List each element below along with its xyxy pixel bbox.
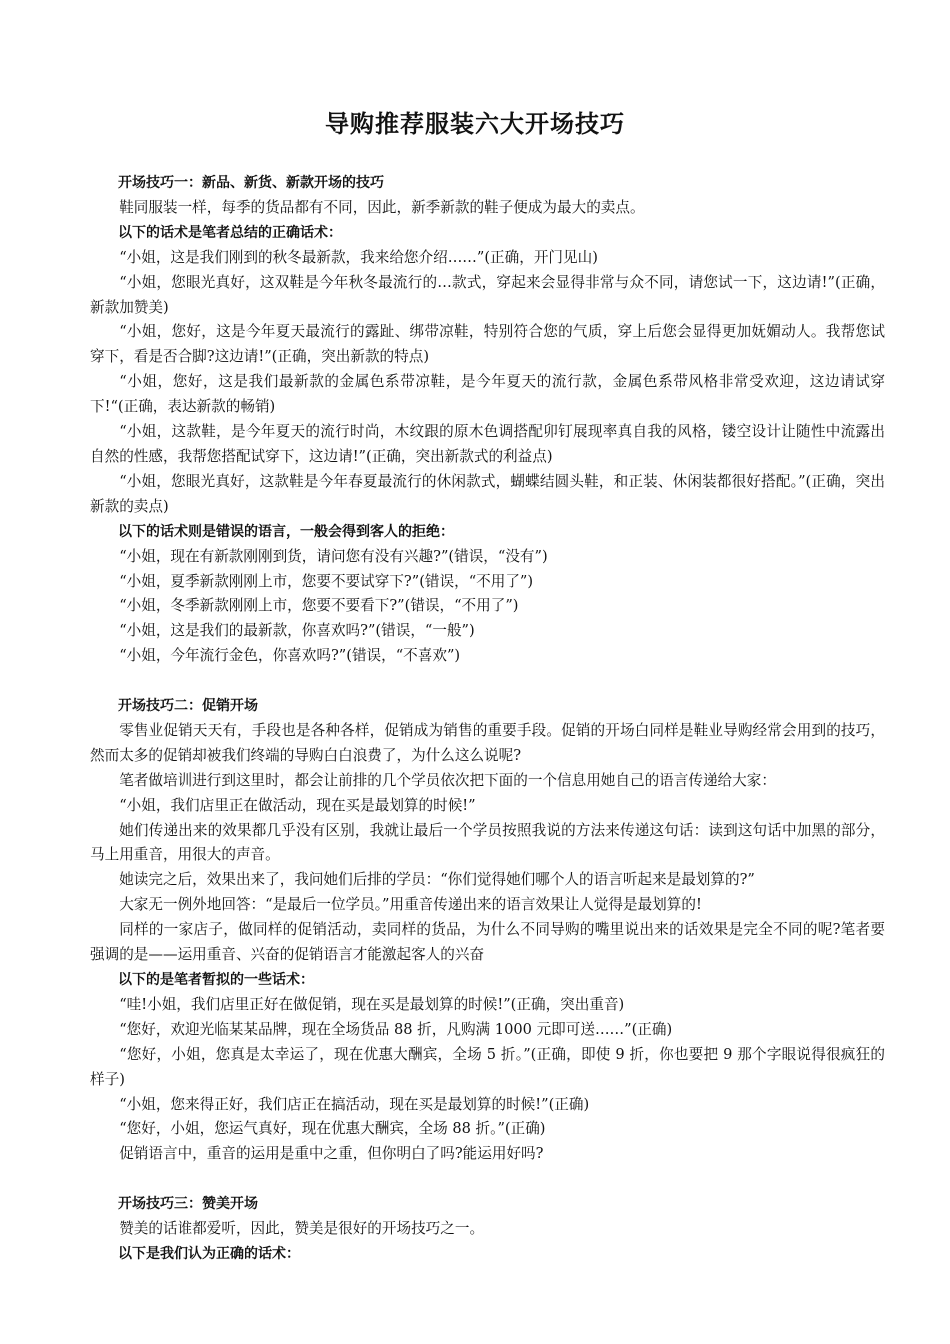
- quote-correct: “小姐，这是我们刚到的秋冬最新款，我来给您介绍……”(正确，开门见山): [119, 248, 598, 266]
- document-body: [90, 171, 885, 1267]
- paragraph: 同样的一家店子，做同样的促销活动，卖同样的货品，为什么不同导购的嘴里说出来的话效果是完全不同的呢?笔者要强调的是——运用重音、兴奋的促销语言才能激起客人的兴奋: [90, 921, 885, 964]
- subheading: 以下的话术则是错误的语言，一般会得到客人的拒绝：: [118, 523, 454, 540]
- paragraph: 赞美的话谁都爱听，因此，赞美是很好的开场技巧之一。: [119, 1220, 485, 1238]
- quote-line: “您好，欢迎光临某某品牌，现在全场货品 88 折，凡购满 1000 元即可送……”(正确): [119, 1020, 673, 1038]
- section-spacer: [90, 1167, 885, 1192]
- quote-line: “小姐，您来得正好，我们店正在搞活动，现在买是最划算的时候!”(正确): [119, 1095, 590, 1113]
- quote-wrong: “小姐，这是我们的最新款，你喜欢吗?”(错误，“一般”): [119, 622, 475, 640]
- quote-correct: “小姐，您好，这是今年夏天最流行的露趾、绑带凉鞋，特别符合您的气质，穿上后您会显得更加妩媚动人。我帮您试穿下，看是否合脚?这边请!”(正确，突出新款的特点): [90, 323, 885, 366]
- subheading: 以下的话术是笔者总结的正确话术：: [118, 224, 342, 241]
- subheading: 以下是我们认为正确的话术：: [118, 1245, 300, 1262]
- section-heading: 开场技巧一：新品、新货、新款开场的技巧: [118, 175, 384, 191]
- paragraph: 她们传递出来的效果都几乎没有区别，我就让最后一个学员按照我说的方法来传递这句话：读到这句话中加黑的部分，马上用重音，用很大的声音。: [90, 821, 885, 864]
- quote-line: “您好，小姐，您真是太幸运了，现在优惠大酬宾，全场 5 折。”(正确，即使 9 折，你也要把 9 那个字眼说得很疯狂的样子): [90, 1045, 885, 1088]
- section-spacer: [90, 669, 885, 694]
- document-title: 导购推荐服装六大开场技巧: [325, 110, 625, 138]
- paragraph: 促销语言中，重音的运用是重中之重，但你明白了吗?能运用好吗?: [119, 1145, 544, 1163]
- quote-line: “您好，小姐，您运气真好，现在优惠大酬宾，全场 88 折。”(正确): [119, 1120, 546, 1138]
- quote-correct: “小姐，您眼光真好，这双鞋是今年秋冬最流行的…款式，穿起来会显得非常与众不同，请您试一下，这边请!”(正确，新款加赞美): [90, 273, 885, 316]
- paragraph: 大家无一例外地回答：“是最后一位学员。”用重音传递出来的语言效果让人觉得是最划算的!: [119, 896, 702, 914]
- quote-wrong: “小姐，现在有新款刚刚到货，请问您有没有兴趣?”(错误，“没有”): [119, 547, 548, 565]
- quote-wrong: “小姐，今年流行金色，你喜欢吗?”(错误，“不喜欢”): [119, 647, 461, 665]
- section-heading: 开场技巧三：赞美开场: [118, 1196, 258, 1213]
- quote-correct: “小姐，您眼光真好，这款鞋是今年春夏最流行的休闲款式，蝴蝶结圆头鞋，和正装、休闲装都很好搭配。”(正确，突出新款的卖点): [90, 472, 885, 515]
- quote-wrong: “小姐，夏季新款刚刚上市，您要不要试穿下?”(错误，“不用了”): [119, 572, 534, 590]
- quote-correct: “小姐，这款鞋，是今年夏天的流行时尚，木纹跟的原木色调搭配卯钉展现率真自我的风格，镂空设计让随性中流露出自然的性感，我帮您搭配试穿下，这边请!”(正确，突出新款式的利益点): [90, 423, 885, 465]
- paragraph: 鞋同服装一样，每季的货品都有不同，因此，新季新款的鞋子便成为最大的卖点。: [119, 198, 645, 216]
- quote-wrong: “小姐，冬季新款刚刚上市，您要不要看下?”(错误，“不用了”): [119, 597, 519, 615]
- section-heading: 开场技巧二：促销开场: [118, 698, 258, 715]
- paragraph: 笔者做培训进行到这里时，都会让前排的几个学员依次把下面的一个信息用她自己的语言传递给大家：: [119, 771, 776, 789]
- paragraph: “小姐，我们店里正在做活动，现在买是最划算的时候!”: [119, 796, 476, 814]
- paragraph: 零售业促销天天有，手段也是各种各样，促销成为销售的重要手段。促销的开场白同样是鞋业导购经常会用到的技巧，然而太多的促销却被我们终端的导购白白浪费了，为什么这么说呢?: [90, 721, 885, 764]
- quote-correct: “小姐，您好，这是我们最新款的金属色系带凉鞋，是今年夏天的流行款，金属色系带风格非常受欢迎，这边请试穿下!“(正确，表达新款的畅销): [90, 373, 885, 416]
- paragraph: 她读完之后，效果出来了，我问她们后排的学员：“你们觉得她们哪个人的语言听起来是最划算的?”: [119, 871, 755, 889]
- subheading: 以下的是笔者暂拟的一些话术：: [118, 971, 314, 988]
- quote-line: “哇!小姐，我们店里正好在做促销，现在买是最划算的时候!”(正确，突出重音): [119, 995, 625, 1013]
